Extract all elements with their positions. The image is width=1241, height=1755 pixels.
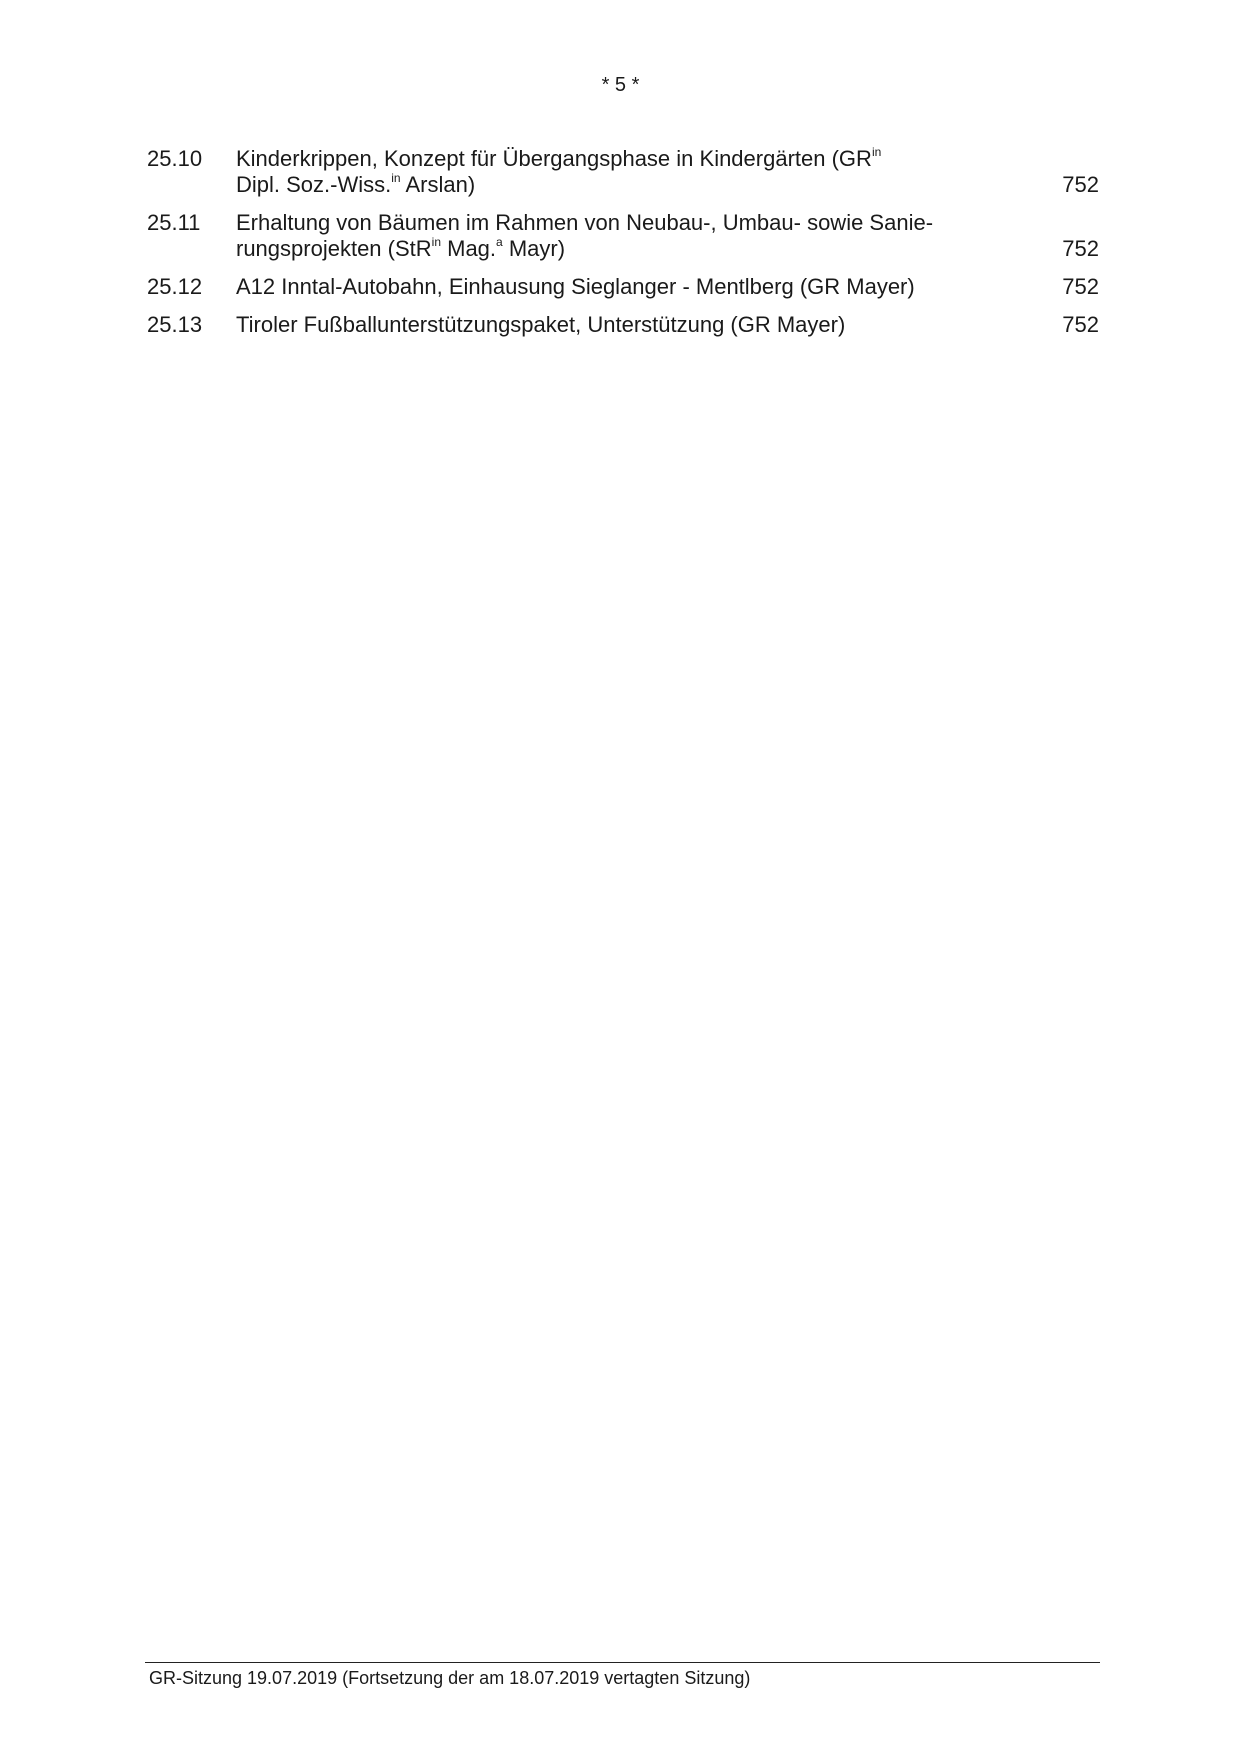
toc-entry [147, 274, 1099, 300]
toc-entry-page: 752 [1062, 312, 1099, 337]
toc-entry-title: A12 Inntal-Autobahn, Einhausung Sieglanger - Mentlberg (GR Mayer) [236, 274, 915, 299]
toc-entry-title: Erhaltung von Bäumen im Rahmen von Neubau-, Umbau- sowie Sanie- rungsprojekten (StR$^{in}$ Mag.$^a$ Mayr) [236, 210, 934, 261]
toc-entry-page: 752 [1062, 274, 1099, 299]
toc-entry [147, 312, 1099, 338]
footer-text: GR-Sitzung 19.07.2019 (Fortsetzung der am 18.07.2019 vertagten Sitzung) [149, 1668, 751, 1688]
toc-entry-number: 25.10 [147, 146, 203, 171]
footer-divider [145, 1662, 1100, 1663]
toc-entry-number: 25.11 [147, 210, 201, 235]
toc-entry [147, 210, 1099, 262]
toc-entry-title: Kinderkrippen, Konzept für Übergangsphase in Kindergärten ($GR^{in}$ Dipl. Soz.-Wiss.$^{in}$ Arslan) [236, 145, 882, 197]
toc-entry-page: 752 [1062, 172, 1099, 197]
toc-entry-page: 752 [1062, 236, 1099, 261]
page-number: * 5 * [601, 74, 640, 96]
toc-entry-number: 25.13 [147, 312, 203, 337]
toc-entry [147, 146, 1099, 198]
table-of-contents [147, 146, 1099, 350]
toc-entry-title: Tiroler Fußballunterstützungspaket, Unterstützung (GR Mayer) [236, 312, 846, 337]
toc-entry-number: 25.12 [147, 274, 203, 299]
